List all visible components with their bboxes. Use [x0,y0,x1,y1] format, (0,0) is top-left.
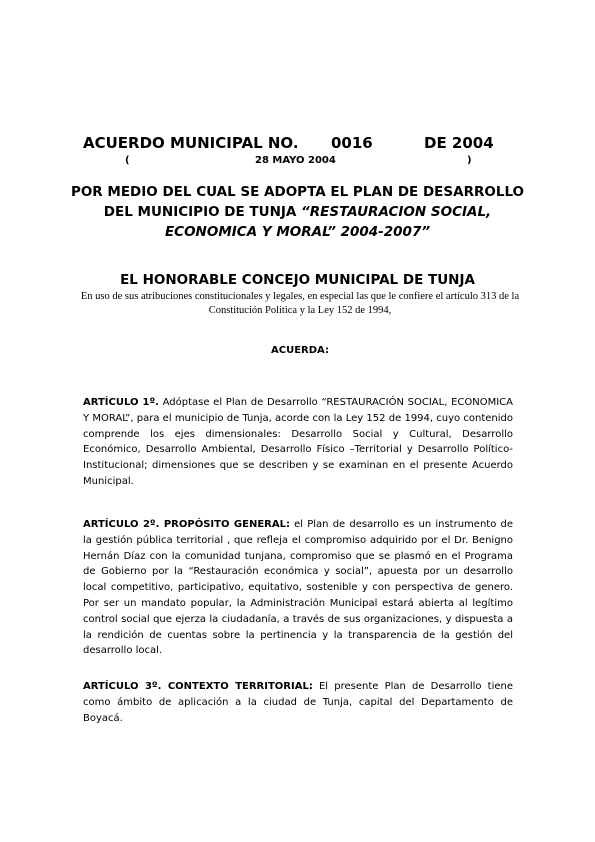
adoption-heading [70,182,525,242]
agreement-date [125,155,475,169]
council-heading: EL HONORABLE CONCEJO MUNICIPAL DE TUNJA [120,272,475,288]
date-open-paren: ( [125,155,130,166]
article-1-label: ARTÍCULO 1º. [83,397,159,408]
title-main: ACUERDO MUNICIPAL NO. [83,134,299,152]
article-3-text: El presente Plan de Desarrollo tiene como ámbito de aplicación a la ciudad de Tunja, capital del Departamento de Boyacá. [83,681,513,724]
date-close-paren: ) [467,155,472,166]
article-3-label: ARTÍCULO 3º. CONTEXTO TERRITORIAL: [83,681,313,692]
date-text: 28 MAYO 2004 [255,155,336,166]
intro-paragraph: En uso de sus atribuciones constitucionales y legales, en especial las que le confiere el artículo 313 de la Constitución Política y la Ley 152 de 1994, [80,291,520,316]
adoption-heading-plain: POR MEDIO DEL CUAL SE ADOPTA EL PLAN DE DESARROLLO DEL MUNICIPIO DE TUNJA [70,184,525,220]
title-year: DE 2004 [424,134,494,152]
article-1 [83,395,513,490]
article-1-text: Adóptase el Plan de Desarrollo “RESTAURACIÓN SOCIAL, ECONOMICA Y MORAL”, para el municipio de Tunja, acorde con la Ley 152 de 1994, cuyo contenido comprende los ejes dimensionales: Desarrollo Social y Cultural, Desarrollo Económico, Desarrollo Ambiental, Desarrollo Físico –Territorial y Desarrollo Político-Institucional; dimensiones que se describen y se examinan en el presente Acuerdo Municipal. [83,397,513,487]
agreement-title [83,134,523,154]
title-number: 0016 [331,134,373,152]
acuerda-heading: ACUERDA: [271,345,329,356]
article-2-text: el Plan de desarrollo es un instrumento de la gestión pública territorial , que refleja el compromiso adquirido por el Dr. Benigno Hernán Díaz con la comunidad tunjana, compromiso que se plasmó en el Programa de Gobierno por la “Restauración económica y social”, apuesta por un desarrollo local competitivo, participativo, equitativo, sostenible y con perspectiva de genero. Por ser un mandato popular, la Administración Municipal estará abierta al legítimo control social que ejerza la ciudadanía, a través de sus organizaciones, y dispuesta a la rendición de cuentas sobre la pertinencia y la transparencia de la gestión del desarrollo local. [83,519,513,657]
article-3 [83,679,513,726]
article-2 [83,517,513,659]
adoption-heading-italic: “RESTAURACION SOCIAL, ECONOMICA Y MORAL” 2004-2007” [164,204,492,240]
article-2-label: ARTÍCULO 2º. PROPÓSITO GENERAL: [83,519,290,530]
